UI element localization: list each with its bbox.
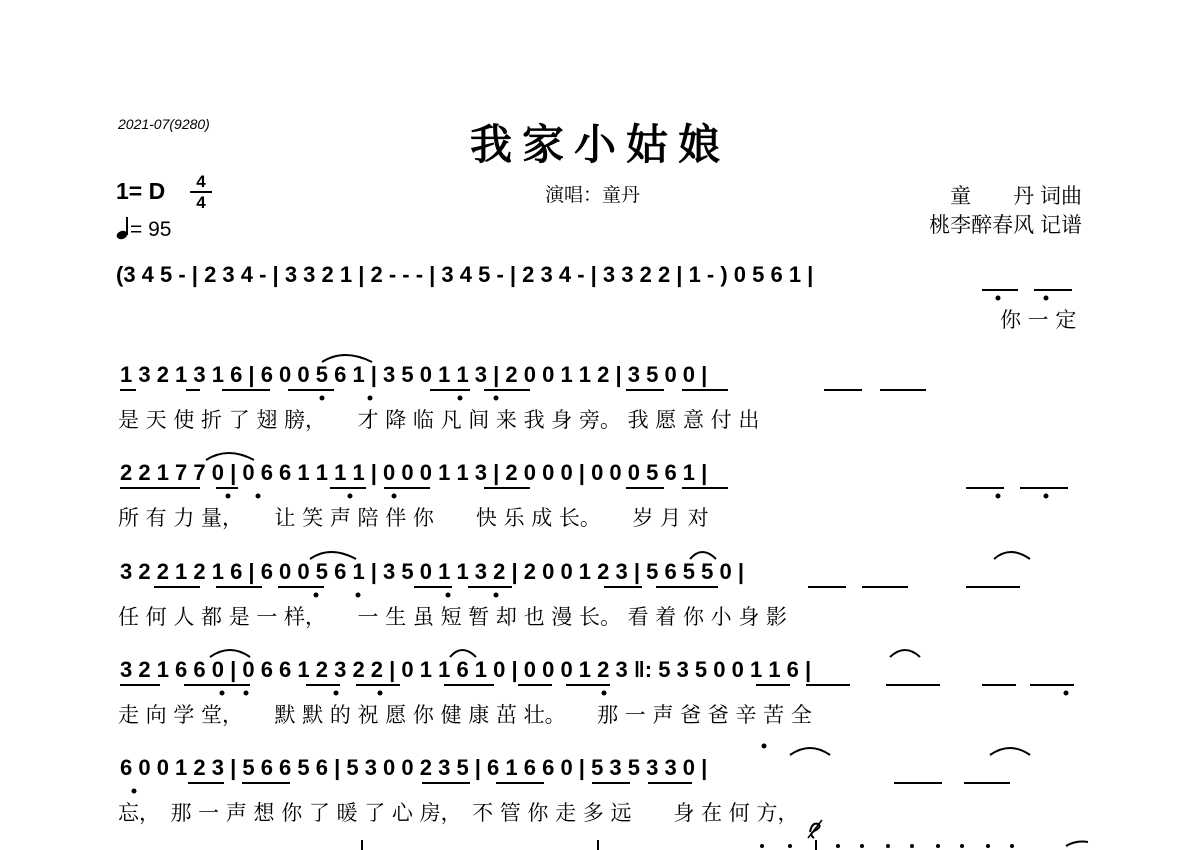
lyrics-line-3: 所 有 力 量， 让 笑 声 陪 伴 你 快 乐 成 长。 岁 月 对 xyxy=(118,506,709,530)
notation-line-6: 6 0 0 1 2 3 | 5 6 6 5 6 | 5 3 0 0 2 3 5 | 6 1 6 6 0 | 5 3 5 3 3 0 | xyxy=(120,755,708,780)
edition-code: 2021-07(9280) xyxy=(118,116,210,132)
tempo-value: = 95 xyxy=(130,218,172,241)
composer-credit: 童 丹 词曲 xyxy=(950,185,1082,208)
key-signature: 1= D xyxy=(116,178,166,204)
song-title: 我家小姑娘 xyxy=(469,120,730,169)
time-signature-bottom: 4 xyxy=(196,193,206,212)
time-signature-top: 4 xyxy=(196,172,206,191)
transcriber-credit: 桃李醉春风 记谱 xyxy=(929,214,1082,237)
lyrics-line-5: 走 向 学 堂， 默 默 的 祝 愿 你 健 康 茁 壮。 那 一 声 爸 爸 辛 苦 全 xyxy=(118,703,812,727)
lyrics-line-1: 你 一 定 xyxy=(1000,308,1077,332)
notation-line-1: (3 4 5 - | 2 3 4 - | 3 3 2 1 | 2 - - - | 3 4 5 - | 2 3 4 - | 3 3 2 2 | 1 - ) 0 5 6 1 | xyxy=(116,262,814,287)
notation-line-2: 1 3 2 1 3 1 6 | 6 0 0 5 6 1 | 3 5 0 1 1 3 | 2 0 0 1 1 2 | 3 5 0 0 | xyxy=(120,362,708,387)
performer-credit: 演唱：童丹 xyxy=(545,185,641,206)
notation-line-3: 2 2 1 7 7 0 | 0 6 6 1 1 1 1 | 0 0 0 1 1 3 | 2 0 0 0 | 0 0 0 5 6 1 | xyxy=(120,460,708,485)
lyrics-line-2: 是 天 使 折 了 翅 膀， 才 降 临 凡 间 来 我 身 旁。 我 愿 意 付 出 xyxy=(118,408,760,432)
lyrics-line-6: 忘， 那 一 声 想 你 了 暖 了 心 房， 不 管 你 走 多 远 身 在 何 方， xyxy=(118,801,799,825)
lyrics-line-4: 任 何 人 都 是 一 样， 一 生 虽 短 暂 却 也 漫 长。 看 着 你 小 身 影 xyxy=(118,605,788,629)
notation-line-4: 3 2 2 1 2 1 6 | 6 0 0 5 6 1 | 3 5 0 1 1 3 2 | 2 0 0 1 2 3 | 5 6 5 5 0 | xyxy=(120,559,745,584)
notation-line-5: 3 2 1 6 6 0 | 0 6 6 1 2 3 2 2 | 0 1 1 6 1 0 | 0 0 0 1 2 3 ‖: 5 3 5 0 0 1 1 6 | xyxy=(120,657,812,682)
